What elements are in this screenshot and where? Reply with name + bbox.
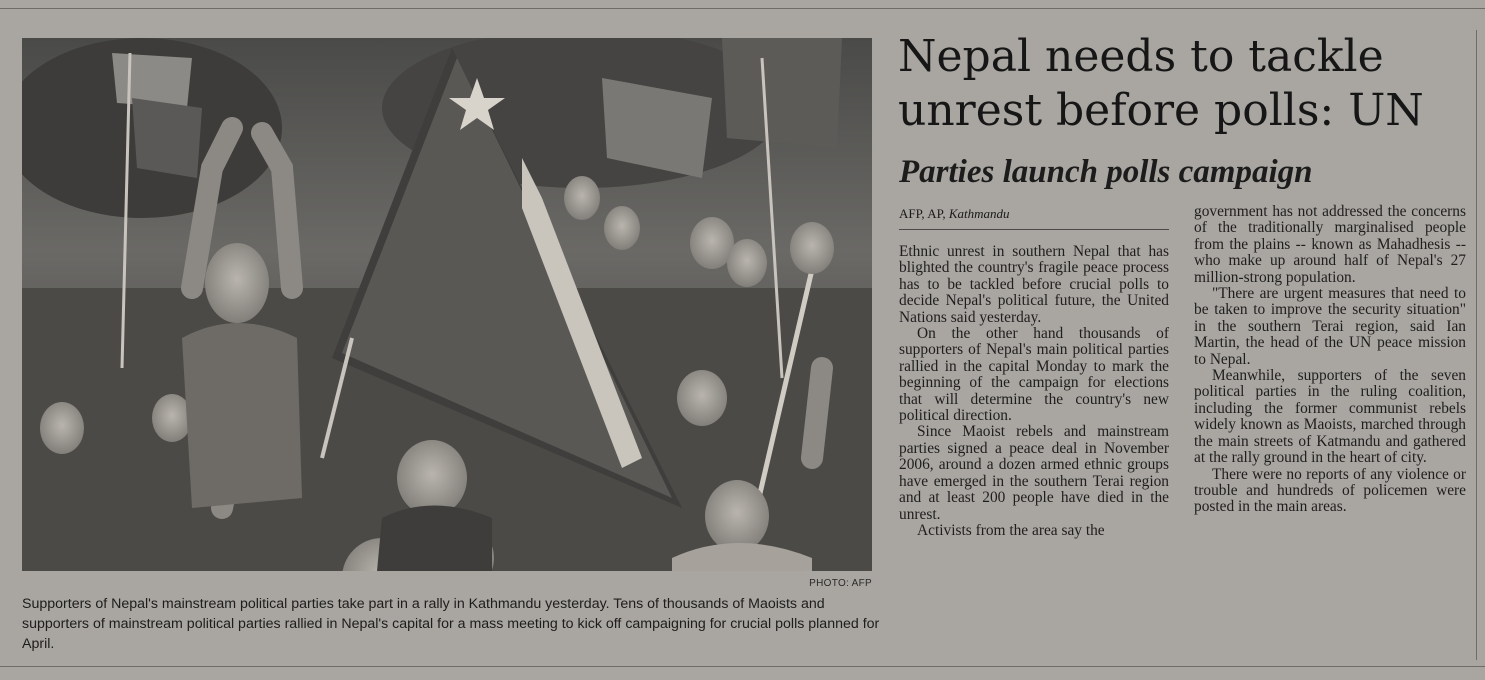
paragraph: There were no reports of any violence or trouble and hundreds of policemen were posted in the main areas. (1194, 465, 1466, 516)
page-right-rule (1476, 30, 1477, 660)
rally-photo (22, 38, 872, 571)
page-bottom-rule (0, 666, 1485, 667)
paragraph: Meanwhile, supporters of the seven political parties in the ruling coalition, including the former communist rebels widely known as Maoists, marched through the main streets of Katmandu and gathered at the rally ground in the heart of city. (1194, 367, 1466, 467)
photo-credit: PHOTO: AFP (809, 578, 872, 589)
paragraph: Since Maoist rebels and mainstream parties signed a peace deal in November 2006, around a dozen armed ethnic groups have emerged in the southern Terai region and at least 200 people have died in the unrest. (899, 423, 1169, 523)
byline (899, 205, 1169, 230)
paragraph: Ethnic unrest in southern Nepal that has blighted the country's fragile peace process has to be tackled before crucial polls to decide Nepal's political future, the United Nations said yesterday. (899, 243, 1169, 326)
headline: Nepal needs to tackle unrest before polls: UN (898, 31, 1424, 136)
photo-caption: Supporters of Nepal's mainstream political parties take part in a rally in Kathmandu yesterday. Tens of thousands of Maoists and supporters of mainstream political parties rallied in Nepal's capital for a mass meeting to kick off campaigning for crucial polls planned for April. (22, 596, 880, 652)
paragraph: On the other hand thousands of supporters of Nepal's main political parties rallied in the capital Monday to mark the beginning of the campaign for elections that will determine the country's new political direction. (899, 325, 1169, 425)
paragraph: government has not addressed the concerns of the traditionally marginalised people from the plains -- known as Mahadhesis -- who make up around half of Nepal's 27 million-strong population. (1194, 203, 1466, 286)
paragraph: Activists from the area say the (917, 521, 1105, 539)
byline-agencies: AFP, AP, (899, 206, 946, 221)
page-top-rule (0, 8, 1485, 9)
body-column-1 (899, 244, 1169, 539)
body-column-2 (1194, 204, 1466, 516)
byline-dateline: Kathmandu (948, 206, 1010, 221)
paragraph: "There are urgent measures that need to be taken to improve the security situation" in the southern Terai region, said Ian Martin, the head of the UN peace mission to Nepal. (1194, 285, 1466, 368)
subheadline: Parties launch polls campaign (899, 154, 1313, 190)
